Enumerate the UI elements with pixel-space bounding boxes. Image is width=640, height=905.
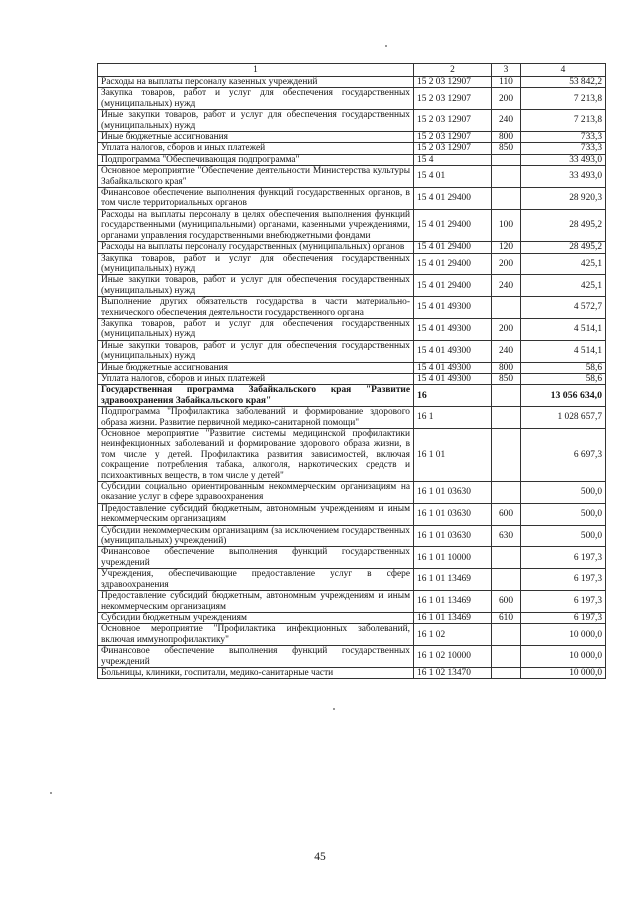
table-row [98,482,606,504]
row-name-cell: Закупка товаров, работ и услуг для обеспечения государственных (муниципальных) нужд [98,318,414,340]
row-code-cell: 16 [414,385,492,407]
row-code-cell: 15 4 01 49300 [414,362,492,373]
column-header-name: 1 [98,64,414,77]
table-row [98,166,606,188]
row-code-cell: 16 1 01 03630 [414,503,492,525]
row-type-cell: 630 [492,525,521,547]
scan-speck [333,708,335,710]
row-code-cell: 15 2 03 12907 [414,110,492,132]
table-row [98,569,606,591]
row-name-cell: Иные закупки товаров, работ и услуг для обеспечения государственных (муниципальных) нужд [98,275,414,297]
row-type-cell: 610 [492,612,521,623]
table-row [98,318,606,340]
page-number: 45 [314,851,326,863]
row-amount-cell: 33 493,0 [521,166,606,188]
row-code-cell: 15 2 03 12907 [414,143,492,154]
row-name-cell: Основное мероприятие "Профилактика инфекционных заболеваний, включая иммунопрофилактику" [98,624,414,646]
row-amount-cell: 53 842,2 [521,77,606,88]
table-row [98,242,606,253]
table-row [98,373,606,384]
row-code-cell: 15 4 01 29400 [414,242,492,253]
table-row [98,188,606,210]
row-type-cell: 600 [492,503,521,525]
table-row [98,154,606,165]
row-amount-cell: 733,3 [521,143,606,154]
row-code-cell: 16 1 01 03630 [414,482,492,504]
row-type-cell [492,154,521,165]
row-name-cell: Предоставление субсидий бюджетным, автономным учреждениям и иным некоммерческим организациям [98,591,414,613]
row-name-cell: Учреждения, обеспечивающие предоставление услуг в сфере здравоохранения [98,569,414,591]
table-row [98,503,606,525]
row-code-cell: 15 4 01 49300 [414,373,492,384]
row-amount-cell: 733,3 [521,132,606,143]
row-name-cell: Расходы на выплаты персоналу казенных учреждений [98,77,414,88]
scan-speck [50,792,52,794]
table-row [98,591,606,613]
row-amount-cell: 6 197,3 [521,547,606,569]
row-type-cell: 200 [492,318,521,340]
row-amount-cell: 28 495,2 [521,209,606,241]
row-name-cell: Подпрограмма "Профилактика заболеваний и формирование здорового образа жизни. Развитие первичной медико-санитарной помощи" [98,407,414,429]
row-amount-cell: 4 572,7 [521,297,606,319]
row-amount-cell: 13 056 634,0 [521,385,606,407]
row-amount-cell: 6 197,3 [521,612,606,623]
table-row [98,407,606,429]
table-row [98,275,606,297]
budget-table [97,63,606,679]
row-amount-cell: 10 000,0 [521,646,606,668]
row-amount-cell: 58,6 [521,362,606,373]
row-code-cell: 16 1 01 10000 [414,547,492,569]
row-code-cell: 15 2 03 12907 [414,132,492,143]
column-header-amount: 4 [521,64,606,77]
table-row [98,88,606,110]
row-name-cell: Субсидии некоммерческим организациям (за исключением государственных (муниципальных) учреждений) [98,525,414,547]
table-row [98,253,606,275]
row-amount-cell: 4 514,1 [521,340,606,362]
row-code-cell: 15 4 01 49300 [414,297,492,319]
table-row [98,110,606,132]
row-name-cell: Расходы на выплаты персоналу в целях обеспечения выполнения функций государственными (муниципальными) органами, казенными учреждениями, органами управления государственными внебюджетными фондами [98,209,414,241]
row-name-cell: Иные закупки товаров, работ и услуг для обеспечения государственных (муниципальных) нужд [98,110,414,132]
row-type-cell: 100 [492,209,521,241]
row-name-cell: Финансовое обеспечение выполнения функций государственных учреждений [98,646,414,668]
row-code-cell: 16 1 02 [414,624,492,646]
row-code-cell: 15 4 01 29400 [414,253,492,275]
row-code-cell: 16 1 01 13469 [414,591,492,613]
table-row [98,547,606,569]
row-code-cell: 15 4 01 49300 [414,318,492,340]
row-code-cell: 16 1 01 03630 [414,525,492,547]
row-amount-cell: 425,1 [521,253,606,275]
row-type-cell: 800 [492,132,521,143]
table-header-row [98,64,606,77]
table-row [98,525,606,547]
row-code-cell: 15 4 01 [414,166,492,188]
table-row [98,340,606,362]
row-name-cell: Иные бюджетные ассигнования [98,362,414,373]
row-amount-cell: 6 697,3 [521,429,606,482]
table-row [98,646,606,668]
row-name-cell: Финансовое обеспечение выполнения функций государственных органов, в том числе территориальных органов [98,188,414,210]
row-type-cell [492,482,521,504]
row-type-cell: 240 [492,110,521,132]
row-amount-cell: 500,0 [521,525,606,547]
column-header-type: 3 [492,64,521,77]
row-name-cell: Субсидии социально ориентированным некоммерческим организациям на оказание услуг в сфере здравоохранения [98,482,414,504]
table-row [98,624,606,646]
row-amount-cell: 33 493,0 [521,154,606,165]
row-code-cell: 15 4 01 29400 [414,209,492,241]
row-type-cell: 120 [492,242,521,253]
row-type-cell: 240 [492,340,521,362]
row-amount-cell: 10 000,0 [521,624,606,646]
scan-speck [385,45,387,47]
column-header-code: 2 [414,64,492,77]
row-amount-cell: 6 197,3 [521,591,606,613]
table-row [98,132,606,143]
row-code-cell: 16 1 01 13469 [414,569,492,591]
row-name-cell: Расходы на выплаты персоналу государственных (муниципальных) органов [98,242,414,253]
row-name-cell: Основное мероприятие "Развитие системы медицинской профилактики неинфекционных заболеваний и формирование здорового образа жизни, в том числе у детей. Профилактика развития зависимостей, включая сокращение потребления табака, алкоголя, наркотических средств и психоактивных веществ, в том числе у детей" [98,429,414,482]
row-type-cell [492,385,521,407]
row-amount-cell: 6 197,3 [521,569,606,591]
row-amount-cell: 28 495,2 [521,242,606,253]
table-row [98,77,606,88]
row-type-cell [492,188,521,210]
row-code-cell: 16 1 [414,407,492,429]
table-row [98,209,606,241]
row-code-cell: 15 2 03 12907 [414,88,492,110]
table-row [98,297,606,319]
row-amount-cell: 425,1 [521,275,606,297]
row-name-cell: Иные закупки товаров, работ и услуг для обеспечения государственных (муниципальных) нужд [98,340,414,362]
row-code-cell: 15 4 01 29400 [414,275,492,297]
row-amount-cell: 7 213,8 [521,110,606,132]
row-name-cell: Больницы, клиники, госпитали, медико-санитарные части [98,667,414,678]
row-code-cell: 16 1 01 13469 [414,612,492,623]
row-code-cell: 16 1 02 13470 [414,667,492,678]
row-name-cell: Финансовое обеспечение выполнения функций государственных учреждений [98,547,414,569]
row-name-cell: Закупка товаров, работ и услуг для обеспечения государственных (муниципальных) нужд [98,88,414,110]
row-code-cell: 15 4 01 29400 [414,188,492,210]
row-name-cell: Государственная программа Забайкальского края "Развитие здравоохранения Забайкальского края" [98,385,414,407]
row-type-cell: 800 [492,362,521,373]
row-name-cell: Подпрограмма "Обеспечивающая подпрограмма" [98,154,414,165]
row-name-cell: Субсидии бюджетным учреждениям [98,612,414,623]
row-type-cell [492,624,521,646]
row-type-cell [492,569,521,591]
row-name-cell: Уплата налогов, сборов и иных платежей [98,143,414,154]
table-body [98,77,606,679]
row-type-cell [492,407,521,429]
row-amount-cell: 500,0 [521,503,606,525]
row-name-cell: Иные бюджетные ассигнования [98,132,414,143]
row-name-cell: Выполнение других обязательств государства в части материально-технического обеспечения деятельности государственного органа [98,297,414,319]
row-type-cell [492,297,521,319]
row-type-cell: 200 [492,253,521,275]
row-name-cell: Уплата налогов, сборов и иных платежей [98,373,414,384]
row-type-cell [492,429,521,482]
row-name-cell: Закупка товаров, работ и услуг для обеспечения государственных (муниципальных) нужд [98,253,414,275]
table-row [98,667,606,678]
row-amount-cell: 28 920,3 [521,188,606,210]
row-code-cell: 15 2 03 12907 [414,77,492,88]
row-code-cell: 16 1 01 [414,429,492,482]
row-type-cell: 850 [492,373,521,384]
row-type-cell [492,166,521,188]
row-amount-cell: 500,0 [521,482,606,504]
row-name-cell: Предоставление субсидий бюджетным, автономным учреждениям и иным некоммерческим организациям [98,503,414,525]
row-amount-cell: 7 213,8 [521,88,606,110]
row-amount-cell: 58,6 [521,373,606,384]
table-row [98,143,606,154]
row-type-cell: 240 [492,275,521,297]
row-type-cell: 600 [492,591,521,613]
row-type-cell: 850 [492,143,521,154]
row-type-cell [492,547,521,569]
row-code-cell: 16 1 02 10000 [414,646,492,668]
row-amount-cell: 1 028 657,7 [521,407,606,429]
row-name-cell: Основное мероприятие "Обеспечение деятельности Министерства культуры Забайкальского края" [98,166,414,188]
table-row [98,362,606,373]
row-amount-cell: 4 514,1 [521,318,606,340]
row-code-cell: 15 4 [414,154,492,165]
row-amount-cell: 10 000,0 [521,667,606,678]
table-row [98,385,606,407]
table-row [98,612,606,623]
row-code-cell: 15 4 01 49300 [414,340,492,362]
row-type-cell [492,646,521,668]
row-type-cell: 200 [492,88,521,110]
row-type-cell [492,667,521,678]
table-row [98,429,606,482]
row-type-cell: 110 [492,77,521,88]
